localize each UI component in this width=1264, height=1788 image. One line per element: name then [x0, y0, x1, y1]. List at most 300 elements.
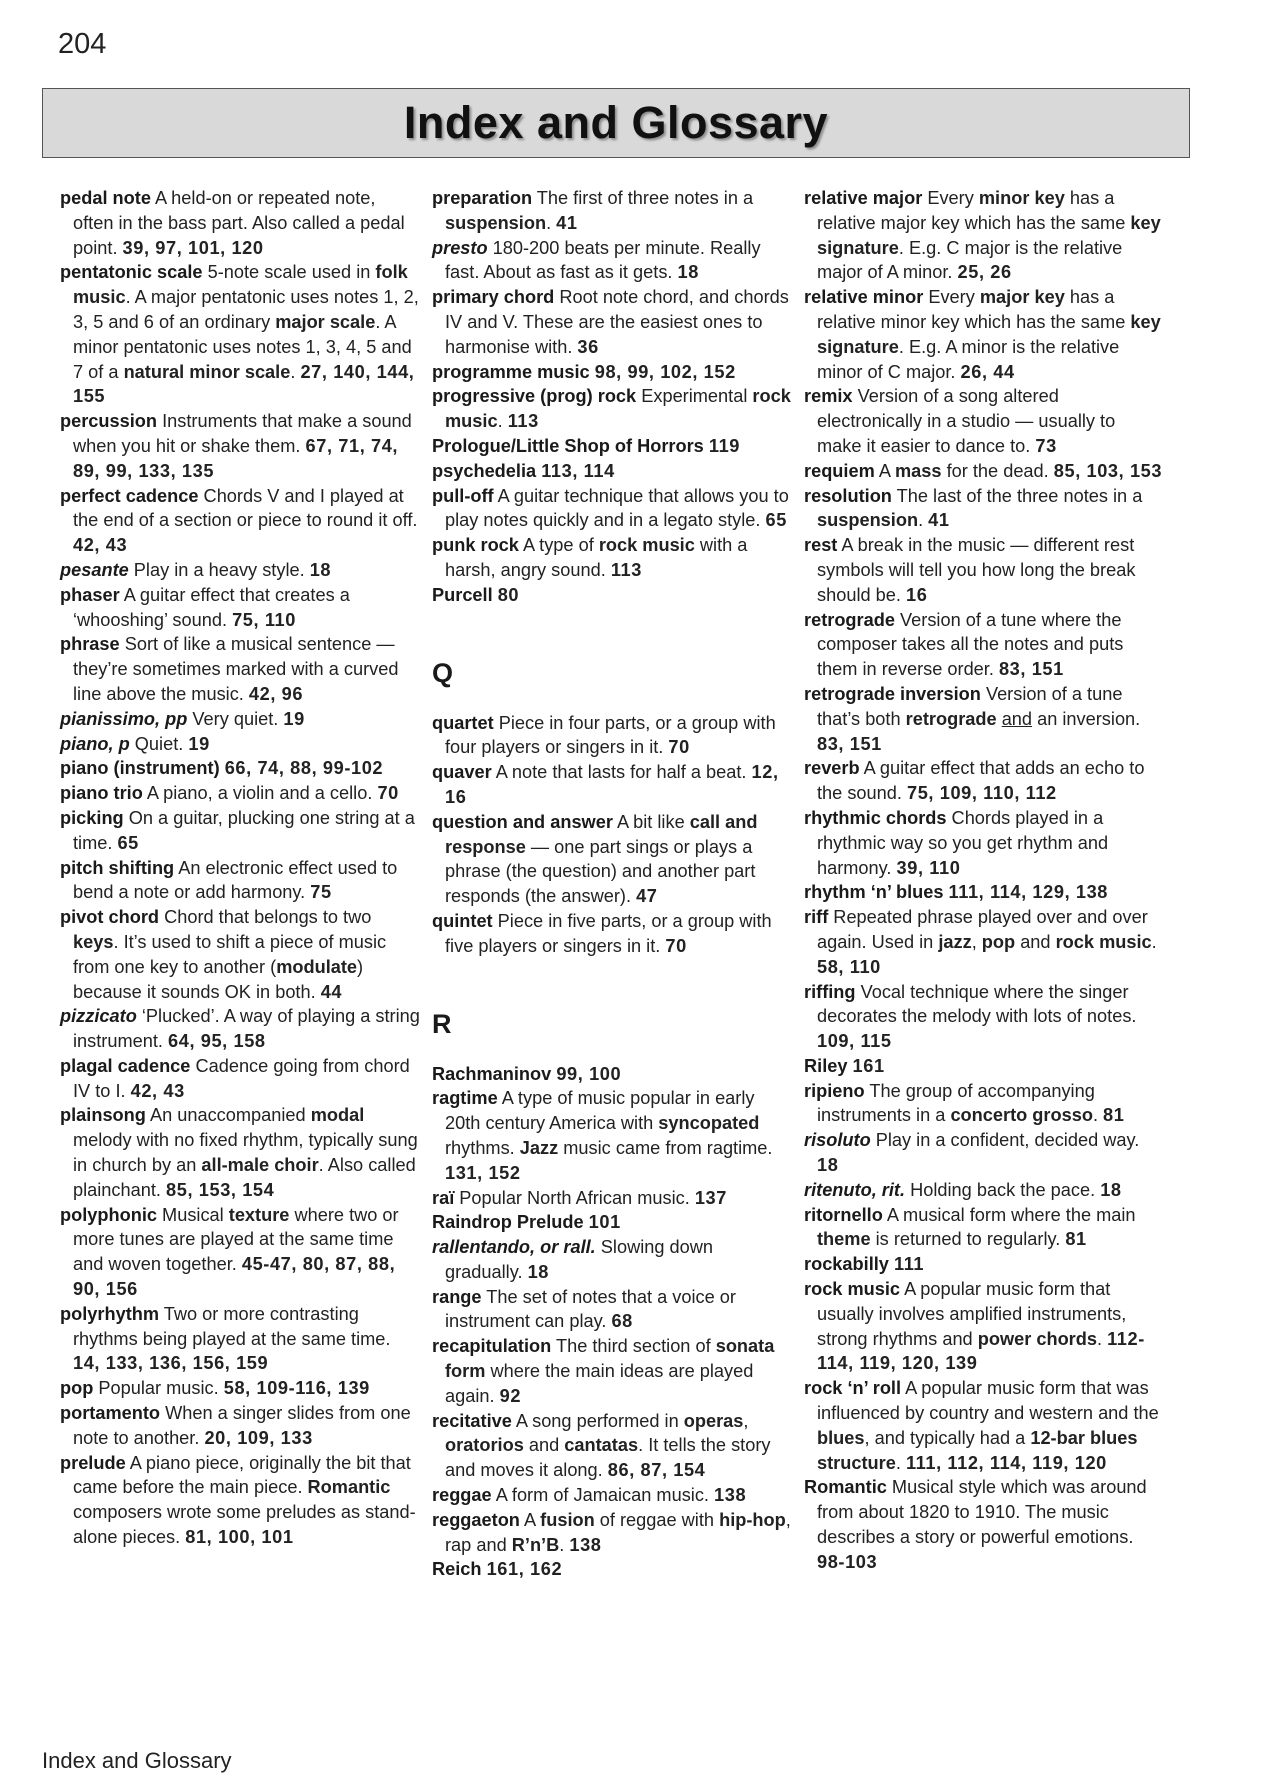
glossary-page-refs: 112-114, 119, 120, 139 [817, 1328, 1145, 1374]
glossary-entry [804, 1376, 1164, 1475]
glossary-term: portamento [60, 1403, 161, 1424]
glossary-term: rest [804, 535, 838, 556]
glossary-definition-text: 180-200 beats per minute. Really fast. About as fast as it gets. [445, 237, 761, 283]
glossary-entry [60, 1401, 420, 1451]
glossary-definition-text: 5-note scale used in [202, 262, 376, 283]
glossary-page-refs: 73 [1035, 435, 1057, 456]
glossary-term: Prologue/Little Shop of Horrors [432, 435, 704, 456]
glossary-term: Purcell [432, 584, 493, 605]
glossary-definition-text: Play in a confident, decided way. [870, 1130, 1140, 1151]
glossary-page-refs: 68 [611, 1311, 633, 1332]
glossary-definition-text: Instruments that make a sound when you hit or shake them. [73, 411, 412, 456]
glossary-term: primary chord [432, 287, 555, 308]
glossary-term: polyrhythm [60, 1303, 160, 1324]
glossary-definition-text: An unaccompanied [145, 1105, 311, 1126]
glossary-term: pizzicato [60, 1006, 137, 1027]
glossary-page-refs: 45-47, 80, 87, 88, 90, 156 [73, 1254, 396, 1300]
glossary-term: percussion [60, 411, 158, 432]
glossary-crossref: fusion [540, 1509, 595, 1530]
glossary-page-refs: 81 [1103, 1105, 1125, 1126]
glossary-entry [804, 484, 1164, 534]
glossary-definition-text: . E.g. A minor is the relative minor of C major. [817, 336, 1120, 382]
glossary-entry [432, 285, 792, 359]
glossary-page-refs: 65 [117, 832, 139, 853]
glossary-page-refs: 138 [714, 1485, 747, 1506]
glossary-page-refs: 86, 87, 154 [607, 1460, 706, 1481]
glossary-crossref: rock music [1055, 931, 1152, 952]
glossary-page-refs: 113 [610, 559, 642, 580]
glossary-term: progressive (prog) rock [432, 386, 637, 407]
glossary-term: Riley [804, 1055, 848, 1076]
glossary-crossref: major key [979, 287, 1065, 308]
glossary-term: phrase [60, 634, 120, 655]
glossary-entry [432, 1334, 792, 1408]
glossary-term: psychedelia [432, 460, 537, 481]
glossary-entry [60, 260, 420, 409]
glossary-term: pesante [60, 559, 129, 580]
glossary-definition-text: A guitar technique that allows you to play notes quickly and in a legato style. [445, 485, 789, 531]
glossary-column-2 [432, 186, 792, 1582]
glossary-crossref: modal [310, 1105, 365, 1126]
glossary-crossref: keys [73, 931, 114, 952]
glossary-crossref: hip-hop [719, 1509, 786, 1530]
glossary-page-refs: 58, 109-116, 139 [223, 1378, 370, 1399]
glossary-term: resolution [804, 485, 892, 506]
glossary-page-refs: 161 [852, 1055, 885, 1076]
glossary-crossref: mass [895, 460, 942, 481]
glossary-entry [60, 856, 420, 906]
glossary-term: rock ‘n’ roll [804, 1378, 902, 1399]
glossary-page-refs: 16 [905, 584, 928, 605]
glossary-page-refs: 18 [1100, 1179, 1122, 1200]
glossary-definition-text: . [290, 361, 301, 382]
glossary-page-refs: 131, 152 [445, 1162, 521, 1183]
glossary-definition-text: A [519, 1509, 541, 1530]
glossary-term: ragtime [432, 1088, 498, 1109]
glossary-term: quartet [432, 712, 494, 733]
glossary-term: rallentando, or rall. [432, 1237, 596, 1258]
glossary-crossref: operas [683, 1410, 744, 1431]
glossary-term: ritornello [804, 1204, 883, 1225]
glossary-crossref: blues [817, 1427, 865, 1448]
glossary-page-refs: 161, 162 [486, 1559, 563, 1580]
glossary-entry [432, 1285, 792, 1335]
glossary-term: ritenuto, rit. [804, 1179, 906, 1200]
glossary-definition-text: . [559, 1534, 570, 1555]
glossary-term: riffing [804, 981, 856, 1002]
glossary-page-refs: 36 [577, 336, 599, 357]
glossary-entry [804, 608, 1164, 682]
glossary-definition-text: . A minor pentatonic uses notes 1, 3, 4, 5 and 7 of a [73, 311, 412, 382]
glossary-entry [804, 285, 1164, 384]
glossary-crossref: R’n’B [511, 1534, 560, 1555]
glossary-term: rockabilly [804, 1254, 889, 1275]
glossary-entry [60, 781, 420, 806]
glossary-definition-text: Quiet. [129, 733, 189, 754]
glossary-entry [60, 632, 420, 706]
glossary-entry [60, 186, 420, 260]
glossary-crossref: suspension [817, 510, 919, 531]
glossary-entry [804, 880, 1164, 905]
glossary-crossref: jazz [938, 931, 972, 952]
glossary-definition-text: , [971, 931, 982, 952]
glossary-page-refs: 98-103 [817, 1551, 878, 1572]
glossary-definition-text: On a guitar, plucking one string at a time. [73, 807, 415, 853]
glossary-entry [804, 1178, 1164, 1203]
glossary-term: Rachmaninov [432, 1063, 552, 1084]
glossary-definition-text: , [743, 1410, 749, 1431]
glossary-page-refs: 92 [499, 1385, 522, 1406]
glossary-definition-text: A type of music popular in early 20th century America with [445, 1088, 755, 1134]
glossary-entry [804, 1203, 1164, 1253]
glossary-entry [804, 806, 1164, 880]
glossary-entry [60, 1004, 420, 1054]
glossary-crossref: concerto grosso [950, 1105, 1093, 1126]
glossary-entry [804, 459, 1164, 484]
glossary-definition-text: A bit like [612, 811, 690, 832]
glossary-crossref: modulate [276, 956, 358, 977]
glossary-definition-text: The third section of [551, 1336, 716, 1357]
glossary-crossref: retrograde [905, 708, 997, 729]
glossary-definition-text: . [895, 1452, 906, 1473]
glossary-definition-text: ) because it sounds OK in both. [73, 956, 364, 1002]
glossary-entry [804, 186, 1164, 285]
glossary-definition-text: . [1096, 1328, 1108, 1349]
glossary-definition-text: Popular music. [93, 1378, 224, 1399]
glossary-definition-text: Every [922, 188, 979, 208]
glossary-entry [432, 810, 792, 909]
glossary-page-refs: 19 [188, 733, 210, 754]
glossary-term: reggaeton [432, 1509, 520, 1530]
glossary-term: Reich [432, 1559, 482, 1580]
glossary-entry [432, 711, 792, 761]
glossary-crossref: Jazz [519, 1137, 559, 1158]
glossary-term: perfect cadence [60, 485, 199, 506]
glossary-page-refs: 65 [765, 510, 787, 531]
glossary-entry [804, 756, 1164, 806]
glossary-page-refs: 99, 100 [556, 1063, 622, 1084]
glossary-definition-text: Musical [157, 1204, 229, 1225]
glossary-page-refs: 81, 100, 101 [185, 1527, 294, 1548]
glossary-definition-text: A song performed in [511, 1410, 684, 1431]
glossary-term: raï [432, 1187, 455, 1208]
glossary-entry [60, 732, 420, 757]
glossary-definition-text: , and typically had a [864, 1427, 1031, 1448]
glossary-crossref: Romantic [307, 1477, 391, 1498]
glossary-definition-text: . E.g. C major is the relative major of A minor. [817, 237, 1123, 283]
glossary-definition-text: A type of [518, 535, 599, 556]
glossary-entry [432, 1483, 792, 1508]
glossary-page-refs: 75, 110 [232, 609, 296, 630]
glossary-term: prelude [60, 1452, 126, 1473]
glossary-page-refs: 75, 109, 110, 112 [907, 783, 1057, 804]
glossary-definition-text: Holding back the pace. [905, 1179, 1101, 1200]
glossary-page-refs: 41 [556, 212, 578, 233]
glossary-page-refs: 64, 95, 158 [168, 1031, 266, 1052]
glossary-page-refs: 41 [928, 510, 950, 531]
glossary-page-refs: 83, 151 [817, 733, 882, 754]
glossary-definition-text: . [546, 212, 557, 233]
glossary-entry [432, 533, 792, 583]
glossary-term: pianissimo, pp [60, 708, 188, 729]
glossary-term: pentatonic scale [60, 262, 203, 283]
glossary-entry [804, 1277, 1164, 1376]
glossary-page-refs: 66, 74, 88, 99-102 [224, 758, 384, 779]
glossary-page-refs: 83, 151 [998, 659, 1064, 680]
glossary-term: rock music [804, 1279, 901, 1300]
glossary-page-refs: 109, 115 [817, 1031, 892, 1052]
glossary-page-refs: 111 [893, 1254, 925, 1275]
glossary-definition-text: . A major pentatonic uses notes 1, 2, 3, 5 and 6 of an ordinary [73, 287, 419, 332]
glossary-definition-text: Repeated phrase played over and over again. Used in [817, 907, 1148, 952]
glossary-crossref: call and response [445, 811, 758, 857]
glossary-entry [60, 1302, 420, 1376]
glossary-term: range [432, 1286, 482, 1307]
glossary-definition-text: A guitar effect that adds an echo to the sound. [817, 758, 1145, 804]
glossary-entry [60, 756, 420, 781]
glossary-page-refs: 39, 97, 101, 120 [122, 237, 264, 258]
glossary-crossref: rock music [445, 386, 791, 432]
glossary-definition-text: Chords V and I played at the end of a section or piece to round it off. [73, 485, 418, 531]
glossary-page-refs: 47 [636, 886, 658, 907]
glossary-term: quaver [432, 762, 492, 783]
glossary-term: reggae [432, 1485, 492, 1506]
glossary-term: Raindrop Prelude [432, 1212, 584, 1233]
glossary-entry [60, 1203, 420, 1302]
glossary-crossref: suspension [445, 212, 547, 233]
glossary-definition-text: Version of a tune that’s both [817, 683, 1123, 729]
glossary-entry [60, 905, 420, 1004]
glossary-page-refs: 70 [377, 783, 399, 804]
glossary-crossref: rock music [598, 535, 695, 556]
glossary-term: recitative [432, 1410, 512, 1431]
glossary-definition-text: A musical form where the main [882, 1204, 1136, 1225]
glossary-definition-text: of reggae with [594, 1509, 720, 1530]
glossary-definition-text: Vocal technique where the singer decorates the melody with lots of notes. [817, 981, 1137, 1027]
glossary-definition-text: . It tells the story and moves it along. [445, 1435, 771, 1481]
glossary-term: quintet [432, 910, 493, 931]
glossary-page-refs: 14, 133, 136, 156, 159 [73, 1353, 269, 1374]
glossary-term: pitch shifting [60, 857, 175, 878]
glossary-page-refs: 19 [283, 708, 305, 729]
glossary-definition-text: The set of notes that a voice or instrument can play. [445, 1286, 736, 1332]
glossary-crossref: key signature [817, 311, 1161, 357]
glossary-page-refs: 44 [320, 981, 343, 1002]
glossary-term: recapitulation [432, 1336, 552, 1357]
glossary-entry [60, 583, 420, 633]
glossary-term: ripieno [804, 1080, 865, 1101]
glossary-definition-text: where the main ideas are played again. [445, 1361, 754, 1406]
glossary-definition-text: A break in the music — different rest symbols will tell you how long the break should be. [817, 535, 1136, 605]
glossary-page-refs: 75 [310, 882, 332, 903]
glossary-entry [804, 1079, 1164, 1129]
glossary-entry [804, 682, 1164, 756]
glossary-definition-text: with a harsh, angry sound. [445, 535, 748, 580]
glossary-column-3 [804, 186, 1164, 1582]
glossary-entry [60, 484, 420, 558]
glossary-page-refs: 39, 110 [896, 857, 961, 878]
glossary-term: pedal note [60, 188, 151, 208]
glossary-definition-text: Root note chord, and chords IV and V. These are the easiest ones to harmonise with. [445, 287, 789, 357]
glossary-definition-text: . [1151, 931, 1157, 952]
glossary-definition-text: is returned to regularly. [870, 1229, 1066, 1250]
glossary-page-refs: 67, 71, 74, 89, 99, 133, 135 [73, 435, 399, 481]
glossary-crossref: cantatas [564, 1435, 639, 1456]
glossary-entry [432, 760, 792, 810]
glossary-entry [60, 1103, 420, 1202]
glossary-entry [432, 1508, 792, 1558]
glossary-term: polyphonic [60, 1204, 157, 1225]
glossary-page-refs: 27, 140, 144, 155 [73, 361, 415, 407]
glossary-term: preparation [432, 188, 533, 208]
glossary-definition-text: Cadence going from chord IV to I. [73, 1055, 410, 1101]
glossary-term: presto [432, 237, 488, 258]
glossary-definition-text: and [523, 1435, 565, 1456]
glossary-entry [60, 707, 420, 732]
glossary-entry [432, 583, 792, 608]
glossary-page-refs: 12, 16 [445, 762, 779, 807]
glossary-term: requiem [804, 460, 875, 481]
glossary-crossref: sonata form [445, 1336, 775, 1382]
glossary-entry [432, 360, 792, 385]
glossary-definition-text: An electronic effect used to bend a note or add harmony. [73, 857, 398, 903]
glossary-entry [432, 1557, 792, 1582]
glossary-entry [804, 980, 1164, 1054]
glossary-definition-text: Version of a song altered electronically in a studio — usually to make it easier to dance to. [817, 386, 1116, 456]
glossary-entry [432, 1235, 792, 1285]
glossary-definition-text: , rap and [445, 1509, 791, 1555]
glossary-definition-text: A piano, a violin and a cello. [142, 783, 378, 804]
glossary-crossref: pop [981, 931, 1016, 952]
glossary-entry [432, 1086, 792, 1185]
glossary-definition-text: has a relative major key which has the same [817, 188, 1131, 233]
glossary-page-refs: 20, 109, 133 [204, 1427, 313, 1448]
glossary-page-refs: 81 [1065, 1229, 1087, 1250]
glossary-page-refs: 70 [668, 737, 690, 758]
glossary-definition-text: . [497, 411, 508, 432]
glossary-columns [60, 186, 1164, 1582]
glossary-page-refs: 119 [708, 435, 741, 456]
glossary-term: piano, p [60, 733, 130, 754]
glossary-definition-text: The group of accompanying instruments in a [817, 1080, 1095, 1126]
glossary-term: relative minor [804, 287, 924, 308]
glossary-entry [60, 1451, 420, 1550]
glossary-column-1 [60, 186, 420, 1582]
section-letter-heading: Q [432, 657, 454, 688]
glossary-page-refs: 42, 43 [73, 535, 128, 556]
glossary-term: pull-off [432, 485, 494, 506]
glossary-page-refs: 26, 44 [960, 361, 1015, 382]
glossary-term: pivot chord [60, 907, 160, 928]
glossary-definition-text: Piece in five parts, or a group with five players or singers in it. [445, 910, 772, 956]
glossary-definition-text: Very quiet. [187, 708, 284, 729]
glossary-term: question and answer [432, 811, 613, 832]
glossary-crossref: power chords [977, 1328, 1097, 1349]
glossary-definition-text: Every [923, 287, 980, 308]
glossary-definition-text: Chord that belongs to two [159, 907, 372, 928]
glossary-definition-text: rhythms. [445, 1137, 520, 1158]
glossary-page-refs: 25, 26 [957, 262, 1012, 283]
glossary-entry [432, 909, 792, 959]
glossary-definition-text: and [1015, 931, 1056, 952]
glossary-definition-text: . [918, 510, 929, 531]
glossary-page-refs: 113, 114 [541, 460, 615, 481]
glossary-definition-text: ‘Plucked’. A way of playing a string instrument. [73, 1006, 420, 1052]
glossary-page-refs: 42, 96 [248, 683, 304, 704]
glossary-entry [432, 434, 792, 459]
glossary-entry [60, 558, 420, 583]
glossary-term: pop [60, 1378, 94, 1399]
glossary-entry [804, 384, 1164, 458]
glossary-definition-text: melody with no fixed rhythm, typically sung in church by an [73, 1130, 418, 1176]
glossary-entry [60, 806, 420, 856]
glossary-crossref: syncopated [658, 1113, 760, 1134]
glossary-term: Romantic [804, 1477, 887, 1498]
glossary-crossref: theme [817, 1229, 871, 1250]
glossary-entry [432, 1409, 792, 1483]
glossary-term: relative major [804, 188, 923, 208]
glossary-crossref: 12-bar blues structure [817, 1427, 1138, 1473]
glossary-entry [60, 409, 420, 483]
glossary-term: picking [60, 807, 124, 828]
glossary-term: rhythmic chords [804, 807, 947, 828]
page-title: Index and Glossary [403, 97, 829, 148]
glossary-page-refs: 18 [677, 262, 699, 283]
glossary-entry [432, 236, 792, 286]
glossary-page-refs: 85, 103, 153 [1053, 460, 1163, 481]
glossary-page-refs: 101 [588, 1212, 621, 1233]
glossary-definition-text: Chords played in a rhythmic way so you get rhythm and harmony. [817, 807, 1109, 878]
glossary-entry [804, 533, 1164, 607]
glossary-crossref: all-male choir [201, 1155, 319, 1176]
glossary-definition-text: Piece in four parts, or a group with four players or singers in it. [445, 712, 776, 758]
glossary-definition-text: When a singer slides from one note to another. [73, 1403, 411, 1448]
glossary-term: piano (instrument) [60, 758, 220, 779]
glossary-definition-text: A popular music form that usually involves amplified instruments, strong rhythms and [817, 1279, 1127, 1349]
glossary-term: retrograde inversion [804, 683, 981, 704]
page-number: 204 [58, 28, 107, 60]
glossary-page-refs: 138 [569, 1534, 602, 1555]
glossary-definition-text: Musical style which was around from about 1820 to 1910. The music describes a story or powerful emotions. [817, 1477, 1147, 1548]
glossary-crossref: key signature [817, 212, 1161, 258]
glossary-definition-text: Popular North African music. [454, 1187, 695, 1208]
glossary-entry [60, 1054, 420, 1104]
glossary-definition-text: . Also called plainchant. [73, 1155, 416, 1200]
glossary-crossref: folk music [73, 262, 408, 308]
glossary-entry [432, 1210, 792, 1235]
glossary-definition-text: music came from ragtime. [558, 1137, 773, 1158]
glossary-definition-text: an inversion. [1032, 708, 1141, 729]
glossary-page-refs: 85, 153, 154 [166, 1179, 275, 1200]
glossary-entry [432, 1062, 792, 1087]
glossary-definition-text: composers wrote some preludes as stand-alone pieces. [73, 1502, 416, 1548]
glossary-definition-text: A note that lasts for half a beat. [491, 762, 752, 783]
glossary-definition-text: . It’s used to shift a piece of music from one key to another ( [73, 931, 387, 977]
glossary-page-refs: 18 [309, 559, 332, 580]
glossary-page-refs: 80 [497, 584, 520, 605]
glossary-definition-text: . [1092, 1105, 1104, 1126]
glossary-crossref: minor key [978, 188, 1065, 208]
glossary-definition-text: A held-on or repeated note, often in the bass part. Also called a pedal point. [73, 188, 405, 258]
glossary-crossref: texture [228, 1204, 290, 1225]
glossary-definition-text: for the dead. [941, 460, 1054, 481]
glossary-term: piano trio [60, 783, 143, 804]
glossary-definition-text: A guitar effect that creates a ‘whooshing’ sound. [73, 584, 350, 630]
title-banner [42, 88, 1190, 158]
glossary-definition-text: Two or more contrasting rhythms being played at the same time. [73, 1303, 391, 1349]
glossary-definition-text: where two or more tunes are played at the same time and woven together. [73, 1204, 399, 1275]
footer-section-title: Index and Glossary [42, 1748, 232, 1773]
